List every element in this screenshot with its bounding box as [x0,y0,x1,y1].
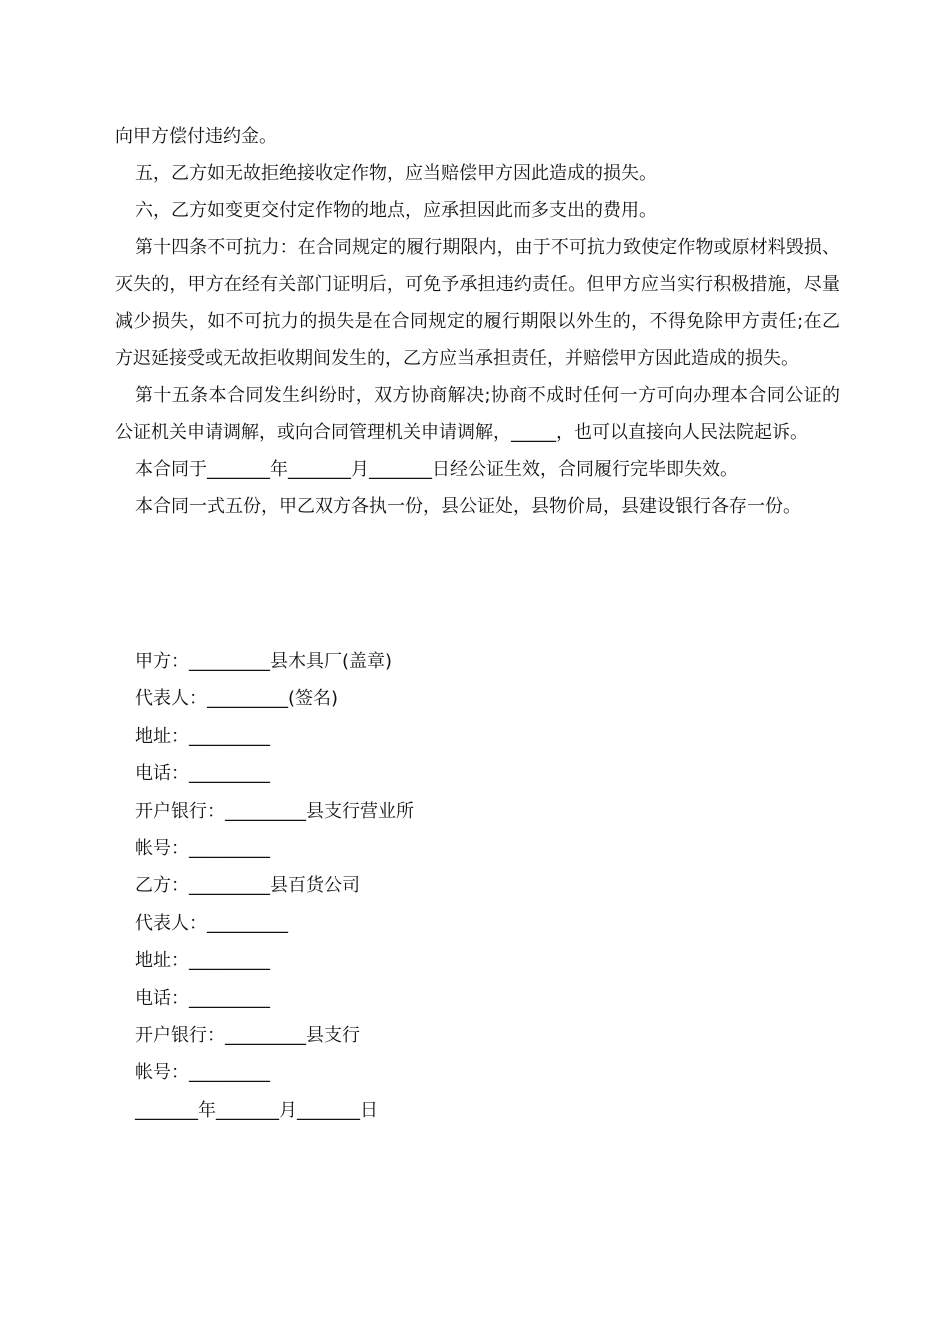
party-b-representative: 代表人：_________ [135,912,288,934]
party-b-name: 乙方：_________县百货公司 [135,875,360,897]
signing-date: _______年_______月_______日 [135,1099,378,1121]
paragraph-effective-date: 本合同于_______年_______月_______日经公证生效，合同履行完毕即失效。 [135,459,738,480]
paragraph-continuation: 向甲方偿付违约金。 [115,126,277,147]
party-a-account: 帐号：_________ [135,838,270,860]
party-b-address: 地址：_________ [135,950,270,972]
paragraph-article-15: 第十五条本合同发生纠纷时，双方协商解决;协商不成时任何一方可向办理本合同公证的公证机关申请调解，或向合同管理机关申请调解，_____，也可以直接向人民法院起诉。 [115,385,840,443]
paragraph-copies: 本合同一式五份，甲乙双方各执一份，县公证处，县物价局，县建设银行各存一份。 [135,496,801,517]
paragraph-item-5: 五，乙方如无故拒绝接收定作物，应当赔偿甲方因此造成的损失。 [135,163,657,184]
party-a-representative: 代表人：_________(签名) [135,688,339,710]
party-a-phone: 电话：_________ [135,763,270,785]
party-b-bank: 开户银行：_________县支行 [135,1025,360,1047]
contract-body [115,118,840,525]
party-b-account: 帐号：_________ [135,1062,270,1084]
party-a-name: 甲方：_________县木具厂(盖章) [135,651,393,672]
party-a-address: 地址：_________ [135,725,270,747]
party-a-bank: 开户银行：_________县支行营业所 [135,800,414,822]
paragraph-article-14: 第十四条不可抗力：在合同规定的履行期限内，由于不可抗力致使定作物或原材料毁损、灭失的，甲方在经有关部门证明后，可免予承担违约责任。但甲方应当实行积极措施，尽量减少损失，如不可抗力的损失是在合同规定的履行期限以外生的，不得免除甲方责任;在乙方迟延接受或无故拒收期间发生的，乙方应当承担责任，并赔偿甲方因此造成的损失。 [115,237,840,369]
signature-block [135,643,835,1129]
paragraph-item-6: 六，乙方如变更交付定作物的地点，应承担因此而多支出的费用。 [135,200,657,221]
party-b-phone: 电话：_________ [135,987,270,1009]
